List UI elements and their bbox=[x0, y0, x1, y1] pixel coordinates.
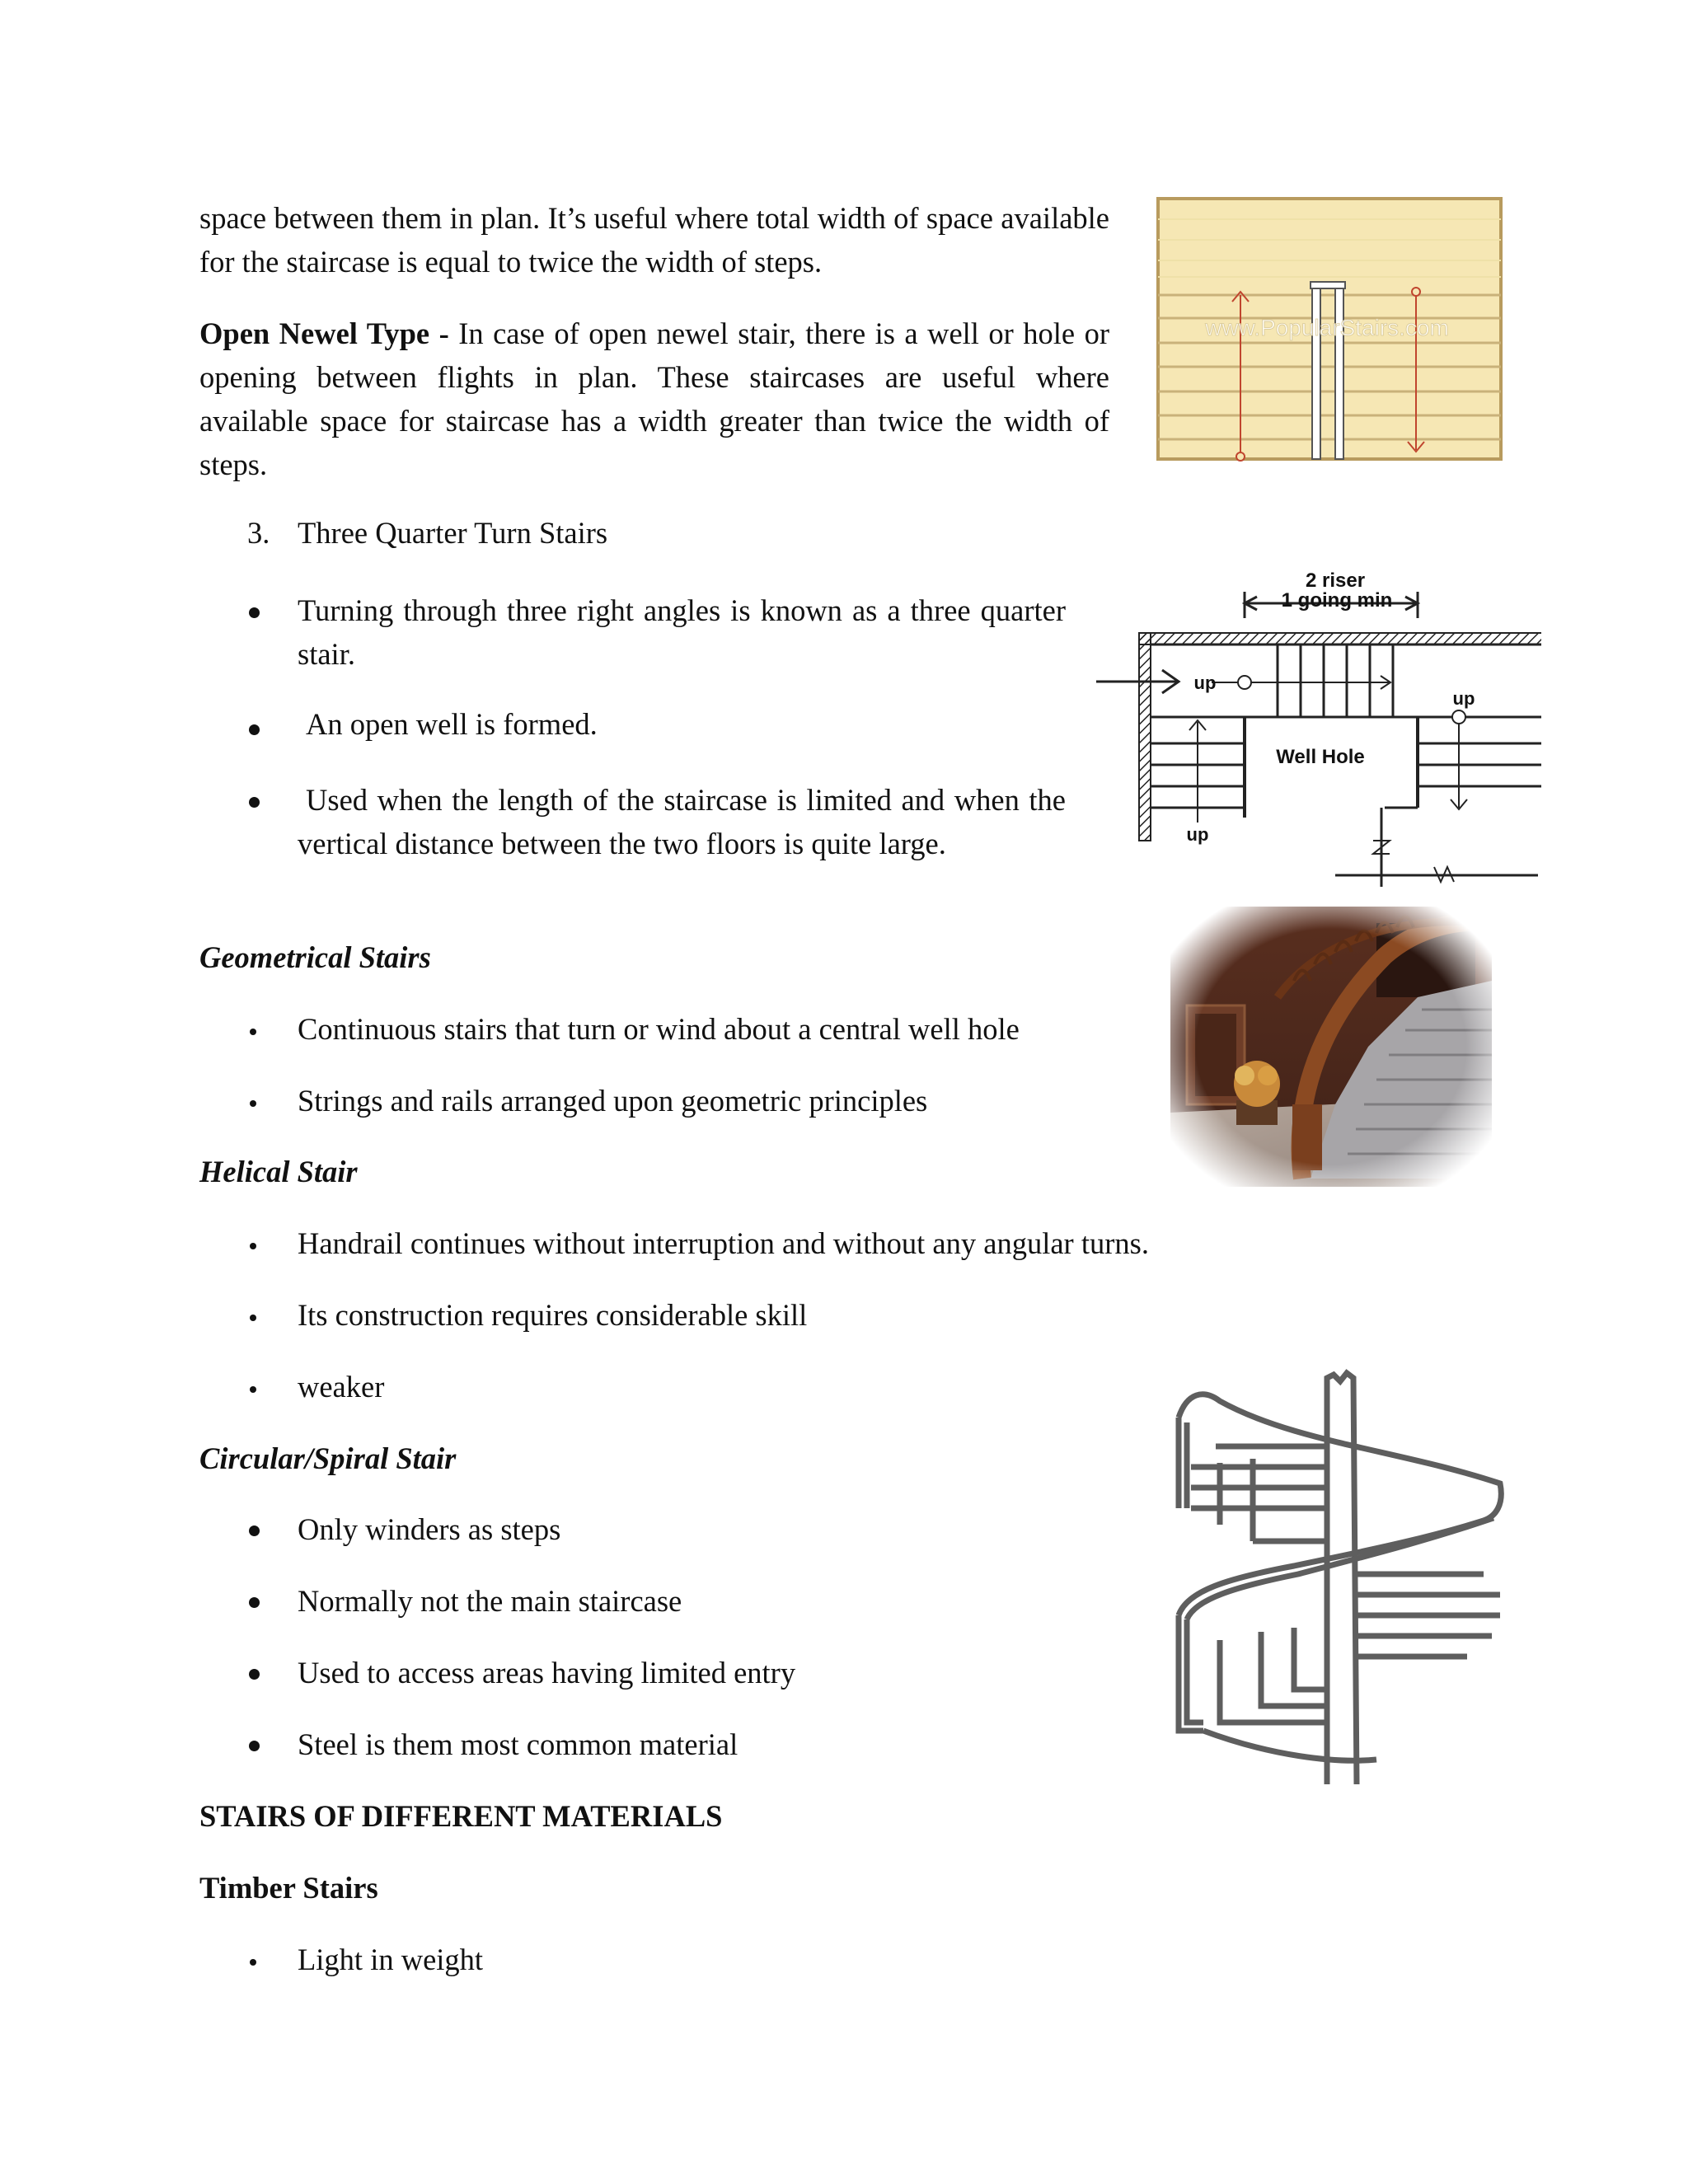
bullet-dot bbox=[249, 1597, 260, 1608]
bullet-dot bbox=[250, 1029, 256, 1035]
materials-heading: STAIRS OF DIFFERENT MATERIALS bbox=[199, 1799, 723, 1833]
bullet-dot bbox=[249, 797, 260, 808]
plan-up-left: up bbox=[1186, 824, 1209, 845]
three-quarter-bullet-1: Turning through three right angles is known as a three quarter stair. bbox=[298, 593, 1066, 671]
spiral-heading: Circular/Spiral Stair bbox=[199, 1441, 457, 1475]
three-quarter-bullet-3: Used when the length of the staircase is limited and when the vertical distance between the two floors is quite large. bbox=[298, 783, 1066, 860]
newel-watermark: www.PopularStairs.com bbox=[1205, 315, 1449, 340]
plan-well-label: Well Hole bbox=[1276, 746, 1365, 768]
bullet-dot bbox=[249, 724, 260, 735]
three-quarter-title: Three Quarter Turn Stairs bbox=[298, 516, 608, 550]
timber-bullet-1: Light in weight bbox=[298, 1943, 484, 1976]
bullet-dot bbox=[249, 1741, 260, 1751]
bullet-dot bbox=[249, 1669, 260, 1680]
geometrical-bullet-2: Strings and rails arranged upon geometric principles bbox=[298, 1084, 928, 1118]
bullet-dot bbox=[249, 1526, 260, 1536]
bullet-dot bbox=[250, 1100, 256, 1107]
plan-riser-label: 2 riser bbox=[1305, 569, 1366, 592]
three-quarter-plan-figure bbox=[1088, 560, 1541, 890]
open-newel-heading: Open Newel Type - bbox=[199, 316, 449, 350]
spiral-bullet-2: Normally not the main staircase bbox=[298, 1584, 682, 1618]
geometrical-stair-photo bbox=[1170, 907, 1492, 1187]
plan-going-label: 1 going min bbox=[1281, 589, 1393, 612]
timber-heading: Timber Stairs bbox=[199, 1871, 378, 1905]
spiral-stair-figure bbox=[1170, 1368, 1517, 1788]
spiral-bullet-3: Used to access areas having limited entry bbox=[298, 1656, 796, 1690]
open-newel-plan-figure bbox=[1154, 194, 1508, 466]
three-quarter-bullet-2: An open well is formed. bbox=[306, 707, 598, 741]
helical-bullet-2: Its construction requires considerable skill bbox=[298, 1298, 808, 1332]
helical-heading: Helical Stair bbox=[199, 1155, 358, 1188]
helical-bullet-1: Handrail continues without interruption and without any angular turns. bbox=[298, 1226, 1149, 1260]
intro-paragraph: space between them in plan. It’s useful where total width of space available for the staircase is equal to twice the width of steps. bbox=[199, 201, 1109, 279]
bullet-dot bbox=[249, 607, 260, 618]
geometrical-heading: Geometrical Stairs bbox=[199, 940, 431, 974]
open-newel-text: In case of open newel stair, there is a well or hole or opening between flights in plan. These staircases are useful where available space for staircase has a width greater than twice the width of steps. bbox=[199, 316, 1109, 481]
three-quarter-number: 3. bbox=[247, 516, 270, 550]
spiral-bullet-1: Only winders as steps bbox=[298, 1512, 561, 1546]
plan-up-top: up bbox=[1193, 673, 1217, 693]
spiral-bullet-4: Steel is them most common material bbox=[298, 1727, 738, 1761]
bullet-dot bbox=[250, 1386, 256, 1393]
bullet-dot bbox=[250, 1959, 256, 1966]
plan-up-right: up bbox=[1452, 688, 1475, 709]
geometrical-bullet-1: Continuous stairs that turn or wind about a central well hole bbox=[298, 1012, 1020, 1046]
helical-bullet-3: weaker bbox=[298, 1370, 385, 1404]
bullet-dot bbox=[250, 1315, 256, 1321]
open-newel-paragraph bbox=[199, 312, 1109, 486]
bullet-dot bbox=[250, 1243, 256, 1249]
